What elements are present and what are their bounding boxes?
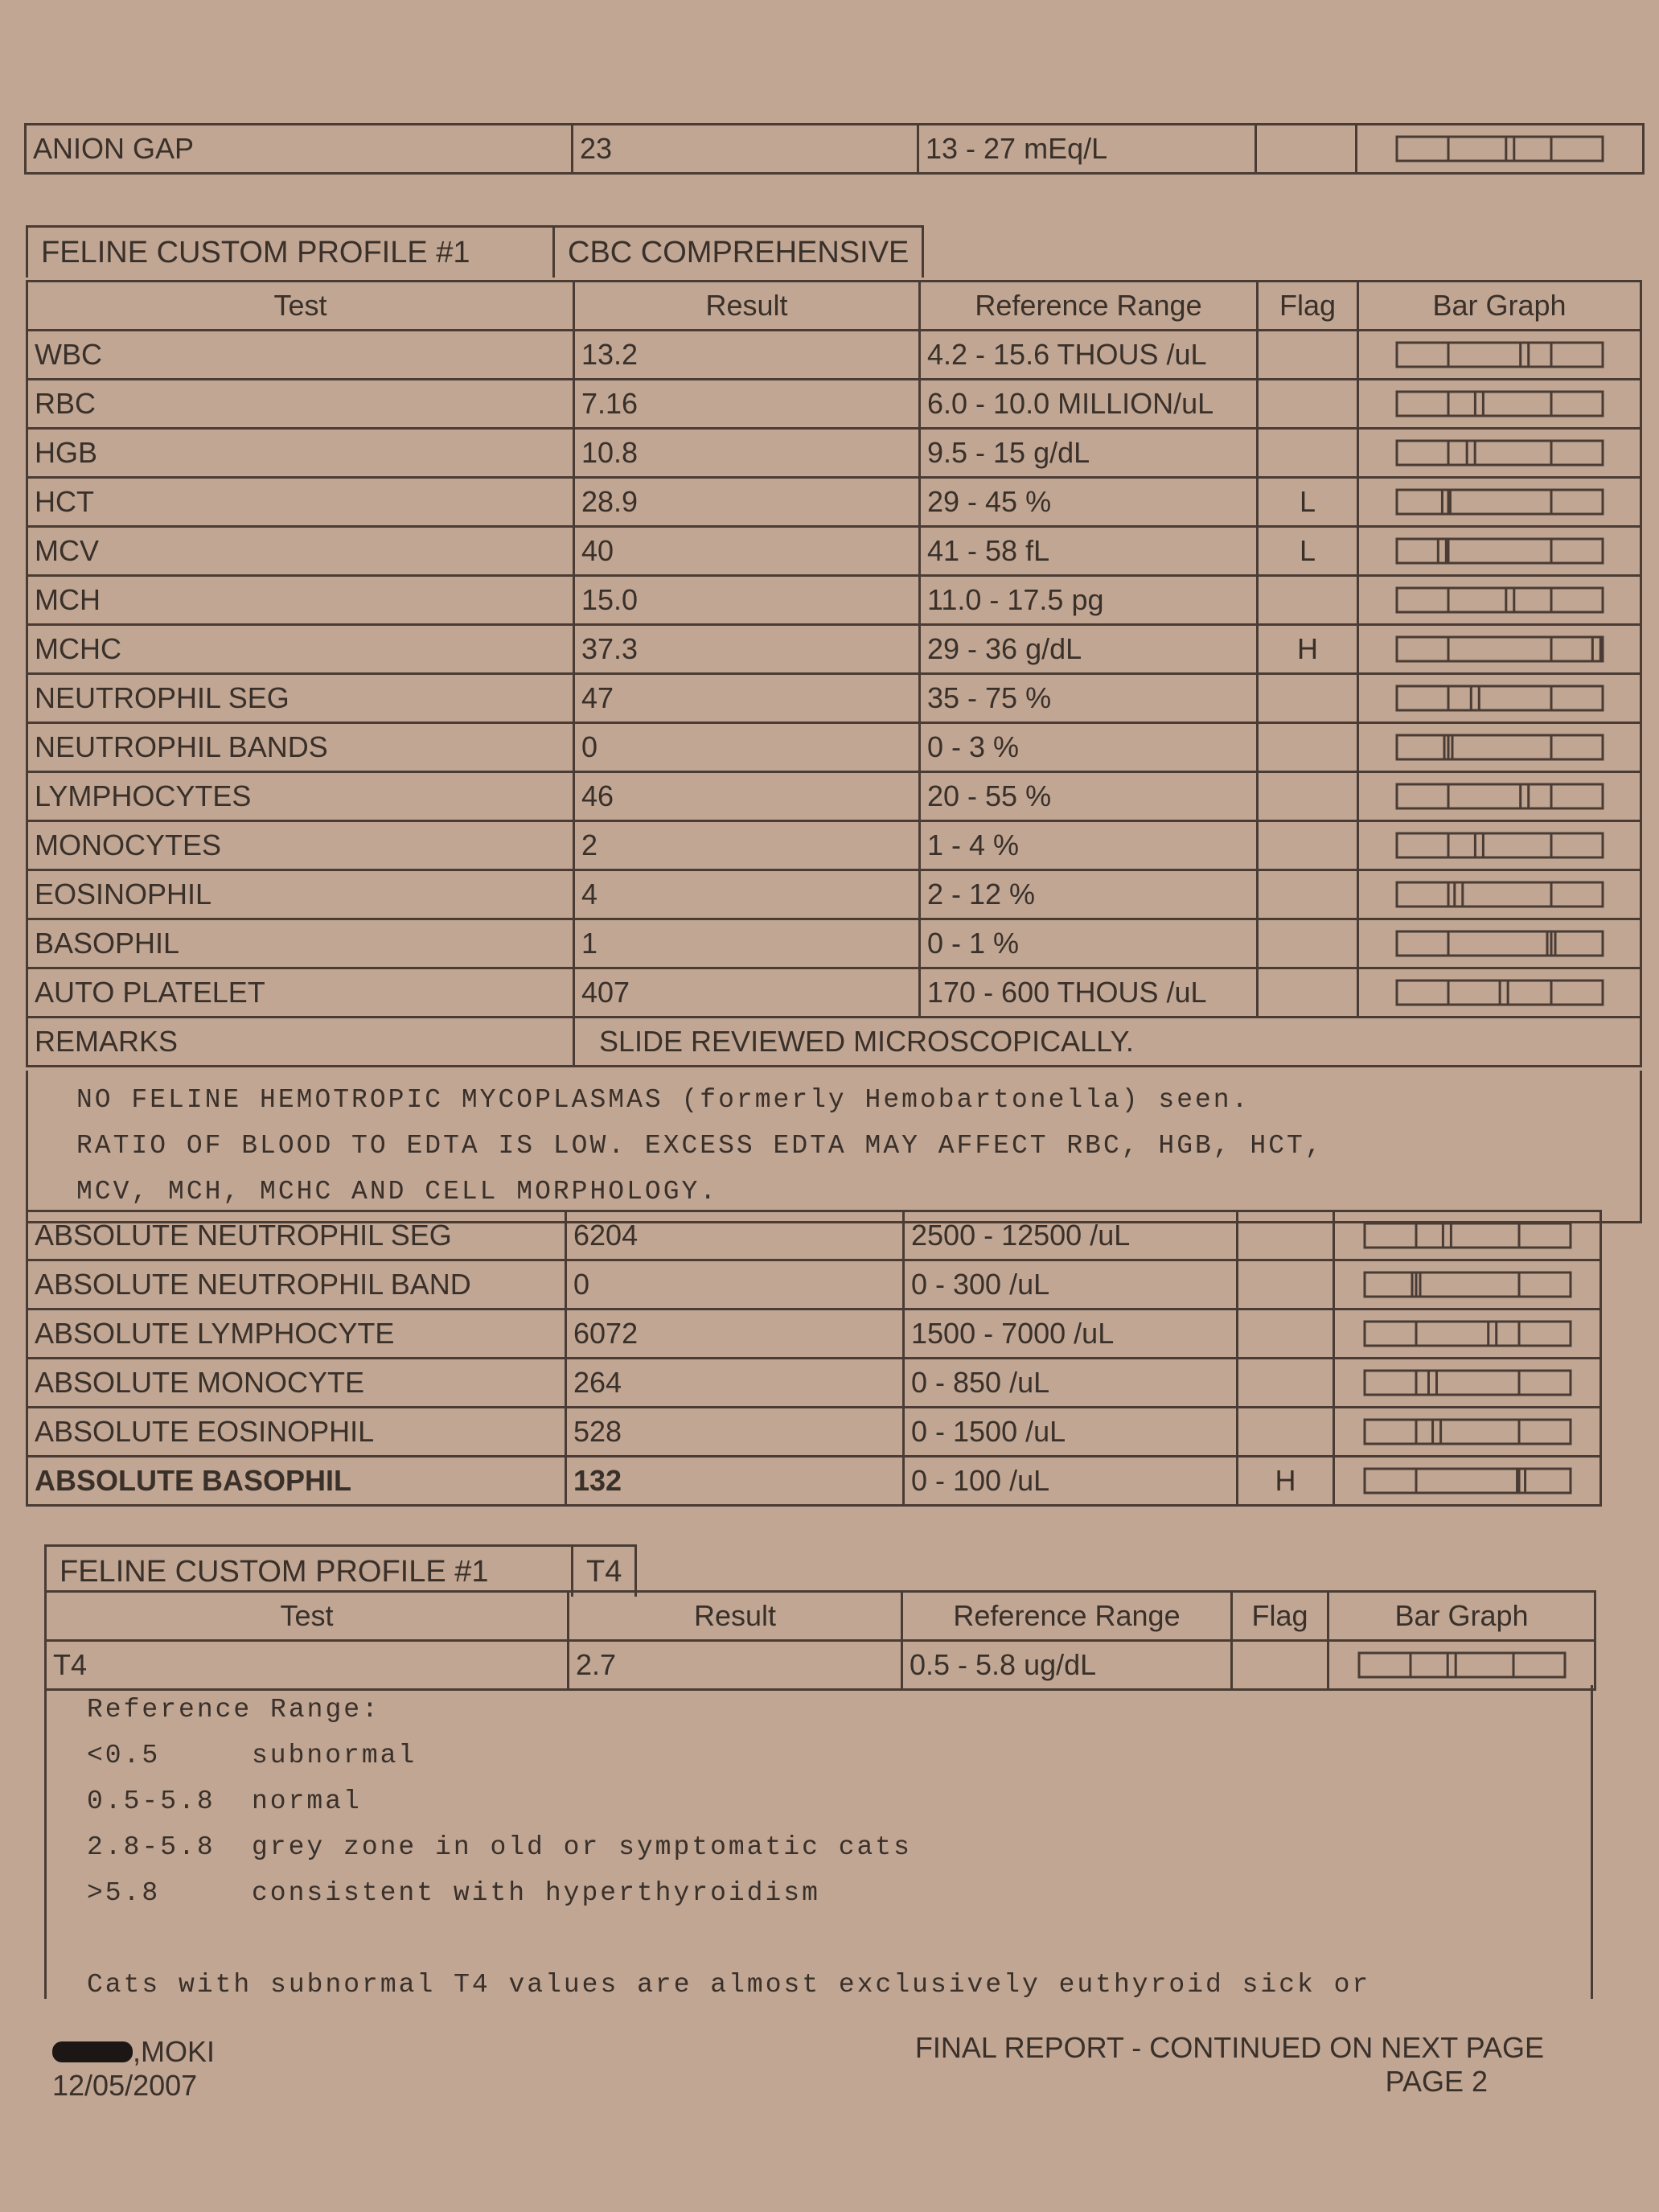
result-value: 7.16	[574, 380, 920, 429]
bar-frame	[1397, 735, 1603, 759]
reference-range: 0 - 300 /uL	[904, 1260, 1238, 1310]
header-range: Reference Range	[920, 282, 1258, 331]
bar-result-marker	[1500, 981, 1508, 1005]
bar-graph	[1363, 1416, 1572, 1447]
flag	[1256, 125, 1357, 174]
reference-range: 2500 - 12500 /uL	[904, 1211, 1238, 1260]
bar-frame	[1397, 833, 1603, 857]
header-row	[27, 282, 1641, 331]
bar-frame	[1397, 490, 1603, 514]
reference-range: 170 - 600 THOUS /uL	[920, 968, 1258, 1018]
header-row	[46, 1592, 1595, 1641]
notes-row	[47, 1824, 1591, 1870]
bar-graph	[1357, 1650, 1567, 1680]
test-name: ABSOLUTE NEUTROPHIL SEG	[27, 1211, 566, 1260]
table-row	[27, 1408, 1601, 1457]
test-name: ABSOLUTE BASOPHIL	[27, 1457, 566, 1506]
bar-graph-cell	[1334, 1260, 1601, 1310]
patient-name: ,MOKI	[133, 2035, 216, 2068]
bar-frame	[1397, 784, 1603, 808]
table-row	[27, 576, 1641, 625]
bar-result-marker	[1432, 1420, 1440, 1444]
remarks-line: RATIO OF BLOOD TO EDTA IS LOW. EXCESS EDTA MAY AFFECT RBC, HGB, HCT,	[76, 1131, 1324, 1161]
bar-graph-cell	[1358, 478, 1641, 527]
test-name: WBC	[27, 331, 574, 380]
bar-graph	[1363, 1367, 1572, 1398]
profile-label: FELINE CUSTOM PROFILE #1	[27, 227, 554, 278]
flag: L	[1258, 527, 1358, 576]
test-name: LYMPHOCYTES	[27, 772, 574, 821]
result-value: 23	[573, 125, 918, 174]
table-row	[27, 1310, 1601, 1359]
table-row	[27, 625, 1641, 674]
redaction-mark	[52, 2041, 133, 2062]
anion-gap-table	[24, 123, 1645, 175]
bar-graph	[1395, 683, 1604, 713]
bar-graph	[1395, 928, 1604, 959]
bar-frame	[1365, 1420, 1571, 1444]
t4-tab-header	[44, 1544, 637, 1597]
flag	[1258, 968, 1358, 1018]
result-value: 13.2	[574, 331, 920, 380]
table-row	[27, 478, 1641, 527]
header-result: Result	[574, 282, 920, 331]
reference-range: 35 - 75 %	[920, 674, 1258, 723]
bar-frame	[1397, 539, 1603, 563]
test-name: ABSOLUTE EOSINOPHIL	[27, 1408, 566, 1457]
notes-footer: Cats with subnormal T4 values are almost exclusively euthyroid sick or	[87, 1970, 1371, 2000]
result-value: 2	[574, 821, 920, 870]
bar-result-marker	[1443, 1223, 1451, 1248]
bar-graph-cell	[1358, 821, 1641, 870]
bar-result-marker	[1488, 1322, 1496, 1346]
range-code: 0.5-5.8	[87, 1786, 216, 1816]
reference-range: 2 - 12 %	[920, 870, 1258, 919]
result-value: 6072	[566, 1310, 904, 1359]
range-meaning: normal	[252, 1786, 362, 1816]
remarks-line: NO FELINE HEMOTROPIC MYCOPLASMAS (formerly Hemobartonella) seen.	[76, 1085, 1250, 1115]
notes-row	[47, 1870, 1591, 1916]
test-name: RBC	[27, 380, 574, 429]
bar-graph-cell	[1334, 1408, 1601, 1457]
result-value: 40	[574, 527, 920, 576]
result-value: 2.7	[569, 1641, 902, 1690]
remarks-line: MCV, MCH, MCHC AND CELL MORPHOLOGY.	[76, 1177, 719, 1207]
bar-graph	[1363, 1318, 1572, 1349]
bar-graph-cell	[1334, 1310, 1601, 1359]
bar-graph	[1395, 585, 1604, 615]
bar-graph-cell	[1358, 870, 1641, 919]
t4-table	[44, 1590, 1596, 1691]
bar-graph	[1363, 1220, 1572, 1251]
bar-result-marker	[1520, 784, 1528, 808]
bar-graph	[1395, 830, 1604, 861]
result-value: 264	[566, 1359, 904, 1408]
bar-frame	[1365, 1469, 1571, 1493]
panel-label: T4	[573, 1546, 636, 1597]
bar-graph	[1395, 438, 1604, 468]
bar-result-marker	[1448, 1653, 1456, 1677]
bar-frame	[1365, 1273, 1571, 1297]
profile-label: FELINE CUSTOM PROFILE #1	[46, 1546, 573, 1597]
reference-range: 6.0 - 10.0 MILLION/uL	[920, 380, 1258, 429]
reference-range: 13 - 27 mEq/L	[918, 125, 1256, 174]
bar-frame	[1365, 1371, 1571, 1395]
t4-rows	[46, 1641, 1595, 1690]
remarks-text	[26, 1071, 1642, 1223]
test-name: NEUTROPHIL SEG	[27, 674, 574, 723]
table-row	[27, 1211, 1601, 1260]
test-name: MCV	[27, 527, 574, 576]
flag	[1258, 429, 1358, 478]
result-value: 46	[574, 772, 920, 821]
bar-graph-cell	[1334, 1359, 1601, 1408]
bar-result-marker	[1520, 343, 1528, 367]
table-row	[46, 1641, 1595, 1690]
test-name: ABSOLUTE NEUTROPHIL BAND	[27, 1260, 566, 1310]
table-row	[27, 674, 1641, 723]
flag	[1238, 1408, 1334, 1457]
bar-graph-cell	[1358, 331, 1641, 380]
remarks-value: SLIDE REVIEWED MICROSCOPICALLY.	[574, 1018, 1641, 1067]
bar-result-marker	[1475, 392, 1483, 416]
range-code: <0.5	[87, 1741, 161, 1770]
notes-list	[47, 1733, 1591, 1916]
bar-graph-cell	[1357, 125, 1644, 174]
header-bar: Bar Graph	[1358, 282, 1641, 331]
bar-graph	[1395, 781, 1604, 812]
flag	[1238, 1260, 1334, 1310]
notes-row	[47, 1733, 1591, 1778]
bar-result-marker	[1454, 882, 1462, 907]
bar-frame	[1397, 343, 1603, 367]
reference-range: 11.0 - 17.5 pg	[920, 576, 1258, 625]
result-value: 0	[574, 723, 920, 772]
result-value: 37.3	[574, 625, 920, 674]
patient-block	[52, 2035, 215, 2103]
flag	[1258, 674, 1358, 723]
test-name: ABSOLUTE MONOCYTE	[27, 1359, 566, 1408]
cbc-rows	[27, 331, 1641, 1018]
reference-range: 9.5 - 15 g/dL	[920, 429, 1258, 478]
bar-frame	[1365, 1322, 1571, 1346]
bar-graph-cell	[1334, 1211, 1601, 1260]
reference-range: 20 - 55 %	[920, 772, 1258, 821]
bar-graph	[1395, 339, 1604, 370]
flag	[1258, 331, 1358, 380]
report-date: 12/05/2007	[52, 2069, 198, 2102]
remarks-label: REMARKS	[27, 1018, 574, 1067]
report-status: FINAL REPORT - CONTINUED ON NEXT PAGE	[914, 2031, 1544, 2064]
bar-graph	[1395, 536, 1604, 566]
panel-label: CBC COMPREHENSIVE	[554, 227, 923, 278]
bar-graph	[1395, 977, 1604, 1008]
bar-graph-cell	[1358, 919, 1641, 968]
test-name: ANION GAP	[26, 125, 573, 174]
result-value: 132	[566, 1457, 904, 1506]
bar-graph-cell	[1358, 772, 1641, 821]
cbc-tab-header	[26, 225, 924, 278]
flag	[1238, 1310, 1334, 1359]
header-test: Test	[27, 282, 574, 331]
flag	[1238, 1211, 1334, 1260]
test-name: MONOCYTES	[27, 821, 574, 870]
test-name: MCHC	[27, 625, 574, 674]
bar-result-marker	[1471, 686, 1479, 710]
test-name: ABSOLUTE LYMPHOCYTE	[27, 1310, 566, 1359]
table-row	[27, 527, 1641, 576]
header-flag: Flag	[1232, 1592, 1328, 1641]
flag	[1258, 821, 1358, 870]
test-name: HCT	[27, 478, 574, 527]
bar-graph-cell	[1358, 625, 1641, 674]
notes-title: Reference Range:	[87, 1695, 380, 1725]
bar-frame	[1397, 882, 1603, 907]
bar-graph-cell	[1358, 380, 1641, 429]
bar-frame	[1397, 637, 1603, 661]
result-value: 15.0	[574, 576, 920, 625]
bar-graph-cell	[1358, 968, 1641, 1018]
bar-graph	[1395, 134, 1604, 164]
flag: L	[1258, 478, 1358, 527]
flag	[1258, 723, 1358, 772]
table-row	[27, 331, 1641, 380]
bar-graph	[1363, 1466, 1572, 1496]
test-name: HGB	[27, 429, 574, 478]
t4-reference-notes	[44, 1685, 1593, 1999]
range-meaning: grey zone in old or symptomatic cats	[252, 1832, 912, 1862]
table-row	[26, 125, 1644, 174]
range-meaning: subnormal	[252, 1741, 417, 1770]
result-value: 28.9	[574, 478, 920, 527]
flag	[1258, 919, 1358, 968]
flag	[1258, 870, 1358, 919]
test-name: MCH	[27, 576, 574, 625]
bar-result-marker	[1505, 588, 1513, 612]
bar-graph	[1395, 732, 1604, 763]
test-name: AUTO PLATELET	[27, 968, 574, 1018]
header-result: Result	[569, 1592, 902, 1641]
result-value: 0	[566, 1260, 904, 1310]
result-value: 528	[566, 1408, 904, 1457]
test-name: T4	[46, 1641, 569, 1690]
test-name: BASOPHIL	[27, 919, 574, 968]
absolute-rows	[27, 1211, 1601, 1506]
header-bar: Bar Graph	[1328, 1592, 1595, 1641]
bar-graph-cell	[1358, 723, 1641, 772]
table-row	[27, 723, 1641, 772]
flag	[1258, 772, 1358, 821]
page-number: PAGE 2	[1385, 2065, 1488, 2098]
remarks-row	[27, 1018, 1641, 1067]
range-code: 2.8-5.8	[87, 1832, 216, 1862]
bar-graph	[1395, 634, 1604, 664]
bar-graph-cell	[1334, 1457, 1601, 1506]
header-test: Test	[46, 1592, 569, 1641]
result-value: 47	[574, 674, 920, 723]
reference-range: 0.5 - 5.8 ug/dL	[902, 1641, 1232, 1690]
flag	[1232, 1641, 1328, 1690]
bar-result-marker	[1438, 539, 1446, 563]
bar-frame	[1397, 686, 1603, 710]
bar-result-marker	[1428, 1371, 1436, 1395]
header-range: Reference Range	[902, 1592, 1232, 1641]
bar-graph-cell	[1358, 429, 1641, 478]
reference-range: 0 - 850 /uL	[904, 1359, 1238, 1408]
bar-graph	[1395, 879, 1604, 910]
reference-range: 0 - 1 %	[920, 919, 1258, 968]
table-row	[27, 429, 1641, 478]
test-name: NEUTROPHIL BANDS	[27, 723, 574, 772]
table-row	[27, 1260, 1601, 1310]
bar-frame	[1397, 137, 1603, 161]
table-row	[27, 870, 1641, 919]
reference-range: 0 - 100 /uL	[904, 1457, 1238, 1506]
table-row	[27, 1359, 1601, 1408]
result-value: 10.8	[574, 429, 920, 478]
bar-frame	[1365, 1223, 1571, 1248]
bar-graph	[1395, 487, 1604, 517]
reference-range: 41 - 58 fL	[920, 527, 1258, 576]
bar-graph-cell	[1358, 576, 1641, 625]
result-value: 407	[574, 968, 920, 1018]
test-name: EOSINOPHIL	[27, 870, 574, 919]
bar-result-marker	[1506, 137, 1514, 161]
flag	[1238, 1359, 1334, 1408]
range-code: >5.8	[87, 1878, 161, 1908]
table-row	[27, 821, 1641, 870]
reference-range: 4.2 - 15.6 THOUS /uL	[920, 331, 1258, 380]
bar-graph	[1395, 389, 1604, 419]
reference-range: 0 - 1500 /uL	[904, 1408, 1238, 1457]
bar-graph	[1363, 1269, 1572, 1300]
bar-frame	[1397, 588, 1603, 612]
range-meaning: consistent with hyperthyroidism	[252, 1878, 820, 1908]
bar-result-marker	[1467, 441, 1475, 465]
result-value: 1	[574, 919, 920, 968]
flag: H	[1258, 625, 1358, 674]
bar-result-marker	[1475, 833, 1483, 857]
reference-range: 1 - 4 %	[920, 821, 1258, 870]
flag: H	[1238, 1457, 1334, 1506]
reference-range: 29 - 45 %	[920, 478, 1258, 527]
reference-range: 0 - 3 %	[920, 723, 1258, 772]
table-row	[27, 772, 1641, 821]
bar-frame	[1397, 392, 1603, 416]
reference-range: 29 - 36 g/dL	[920, 625, 1258, 674]
bar-frame	[1397, 931, 1603, 956]
table-row	[27, 919, 1641, 968]
table-row	[27, 1457, 1601, 1506]
cbc-table	[26, 280, 1642, 1067]
bar-graph-cell	[1358, 527, 1641, 576]
reference-range: 1500 - 7000 /uL	[904, 1310, 1238, 1359]
result-value: 4	[574, 870, 920, 919]
bar-frame	[1397, 441, 1603, 465]
result-value: 6204	[566, 1211, 904, 1260]
header-flag: Flag	[1258, 282, 1358, 331]
report-status-block	[820, 2031, 1544, 2099]
flag	[1258, 380, 1358, 429]
bar-graph-cell	[1328, 1641, 1595, 1690]
table-row	[27, 380, 1641, 429]
table-row	[27, 968, 1641, 1018]
bar-frame	[1359, 1653, 1565, 1677]
notes-row	[47, 1778, 1591, 1824]
flag	[1258, 576, 1358, 625]
bar-result-marker	[1592, 637, 1600, 661]
bar-graph-cell	[1358, 674, 1641, 723]
absolute-table	[26, 1210, 1602, 1507]
